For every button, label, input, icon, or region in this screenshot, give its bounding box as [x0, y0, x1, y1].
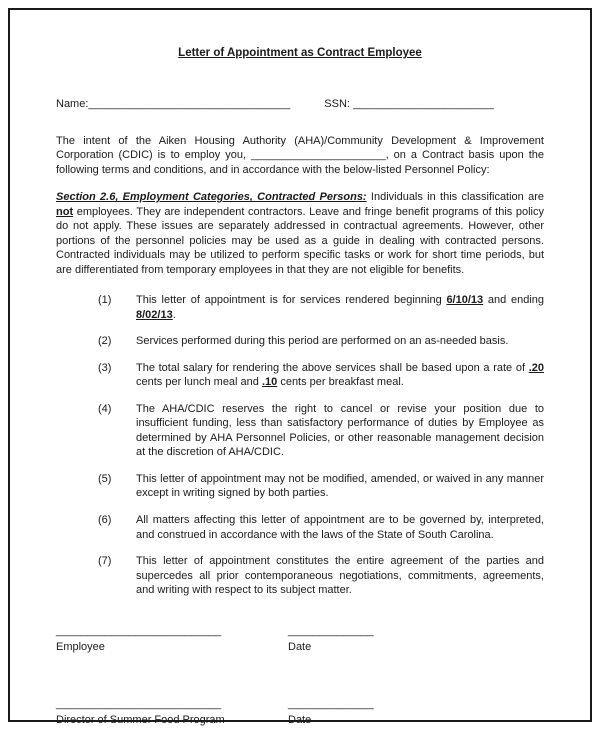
header-fields-row [56, 97, 544, 112]
section-2-6-paragraph: Section 2.6, Employment Categories, Contracted Persons: Individuals in this classification are not employees. They are independent contractors. Leave and fringe benefit programs of this policy do not apply. These issues are separately addressed in contractual agreements. However, other portions of the personnel policies may be used as a guide in dealing with contracted persons. Contracted individuals may be utilized to perform specific tasks or work for short time periods, but are differentiated from temporary employees in that they are not eligible for benefits. [56, 191, 544, 276]
list-item-6 [56, 513, 544, 542]
name-label: Name: [56, 98, 89, 111]
ssn-label: SSN: [324, 98, 350, 111]
item-text: Services performed during this period are performed on an as-needed basis. [136, 335, 509, 348]
item-text: This letter of appointment constitutes the entire agreement of the parties and supercedes all prior contemporaneous negotiations, commitments, agreements, and writing with respect to its subject matter. [136, 555, 544, 597]
list-item-5 [56, 472, 544, 501]
item-text: All matters affecting this letter of appointment are to be governed by, interpreted, and construed in accordance with the laws of the State of South Carolina. [136, 514, 544, 541]
name-blank-line: _________________________________ [88, 98, 291, 111]
item-number: (7) [98, 555, 112, 568]
employee-date-line: ______________ [288, 624, 374, 637]
director-signature-block [56, 697, 288, 728]
item-number: (6) [98, 514, 112, 526]
item-number: (2) [98, 335, 112, 348]
list-item-1 [56, 293, 544, 322]
list-item-7 [56, 554, 544, 598]
ssn-blank-line: _______________________ [353, 98, 494, 111]
employee-signature-block [56, 624, 288, 655]
director-date-block [288, 697, 374, 728]
director-signature-row [56, 697, 544, 728]
document-content [10, 10, 590, 728]
employee-signature-row [56, 624, 544, 655]
item-text: The total salary for rendering the above services shall be based upon a rate of .20 cents per lunch meal and .10 cents per breakfast meal. [136, 361, 544, 389]
director-date-line: ______________ [288, 697, 374, 710]
list-item-2 [56, 334, 544, 349]
director-signature-line: ___________________________ [56, 697, 222, 710]
employee-signature-label: Employee [56, 641, 105, 654]
item-number: (4) [98, 402, 112, 415]
intro-paragraph: The intent of the Aiken Housing Authority (AHA)/Community Development & Improvement Corporation (CDIC) is to employ you, ______________________, on a Contract basis upon the following terms and conditions, and in accordance with the below-listed Personnel Policy: [56, 134, 544, 176]
list-item-3 [56, 361, 544, 390]
item-text: The AHA/CDIC reserves the right to cancel or revise your position due to insufficient funding, less than satisfactory performance of duties by Employee as determined by AHA Personnel Policies, or other reasonable management decision at the discretion of AHA/CDIC. [136, 402, 544, 459]
item-number: (1) [98, 294, 112, 307]
item-number: (5) [98, 472, 112, 485]
page-title: Letter of Appointment as Contract Employee [178, 47, 422, 59]
employee-date-label: Date [288, 641, 312, 654]
item-text: This letter of appointment is for services rendered beginning 6/10/13 and ending 8/02/13. [136, 294, 544, 321]
employee-signature-line: ___________________________ [56, 624, 222, 637]
director-date-label: Date [288, 714, 312, 727]
document-page [8, 8, 592, 727]
director-signature-label: Director of Summer Food Program [56, 714, 225, 727]
item-text: This letter of appointment may not be modified, amended, or waived in any manner except in writing signed by both parties. [136, 472, 544, 500]
employee-date-block [288, 624, 374, 655]
item-number: (3) [98, 361, 112, 374]
list-item-4 [56, 402, 544, 460]
signature-area [56, 624, 544, 728]
